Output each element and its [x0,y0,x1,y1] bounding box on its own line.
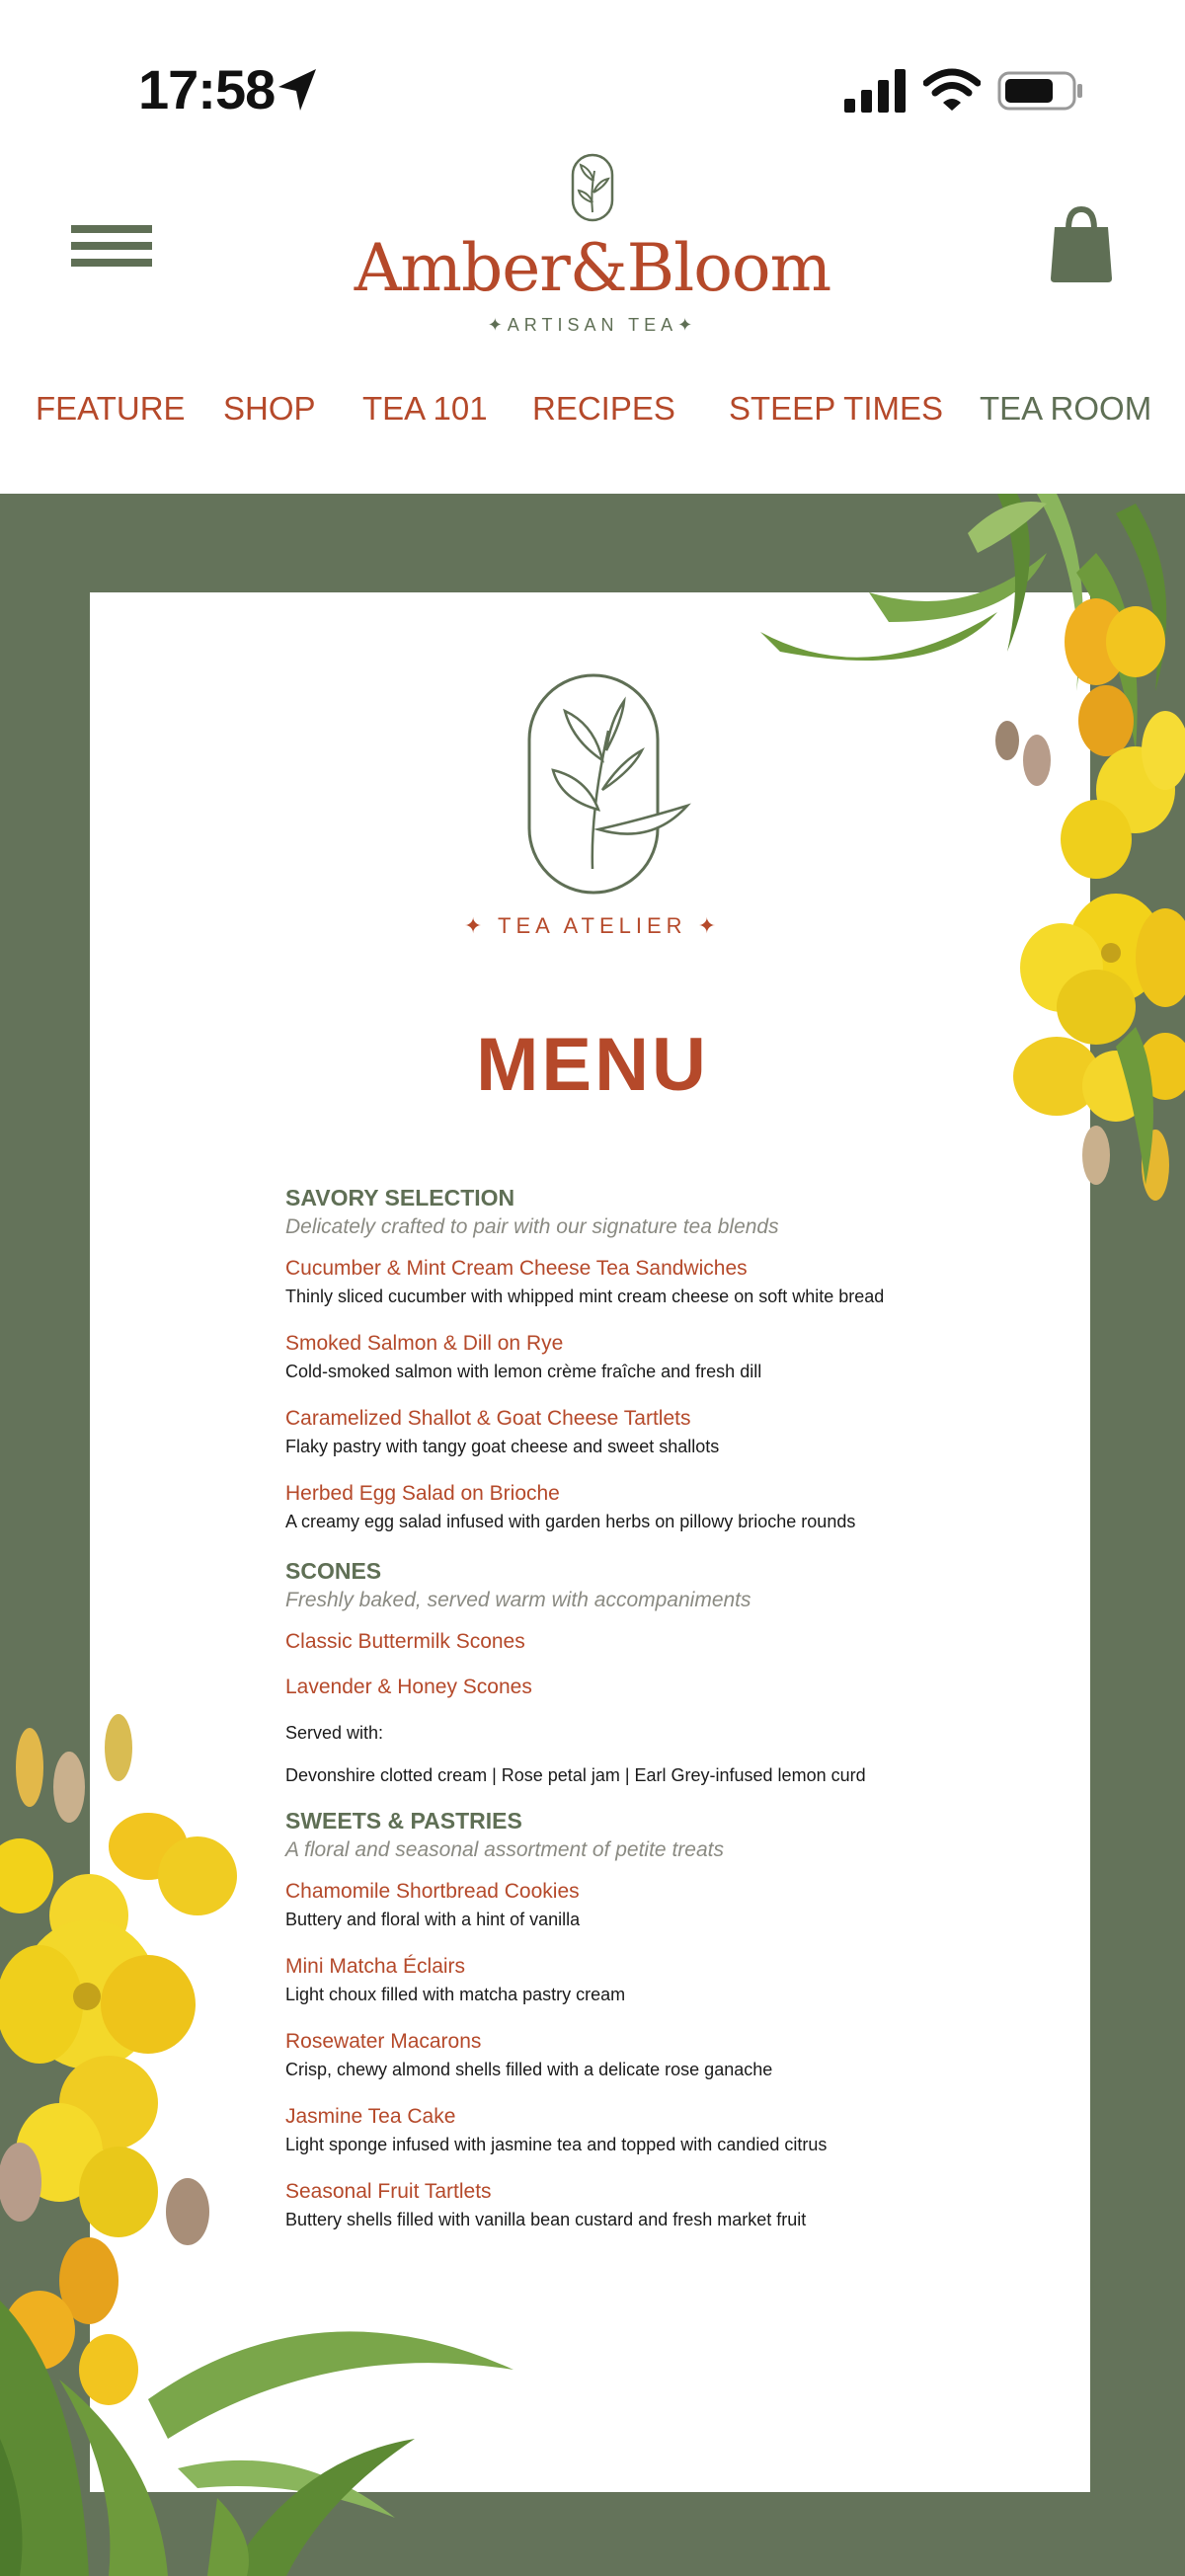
menu-item-name: Smoked Salmon & Dill on Rye [285,1332,564,1355]
menu-item-name: Classic Buttermilk Scones [285,1630,525,1653]
menu-item [285,1878,1036,1933]
status-time: 17:58 [138,58,276,120]
section-subtitle: Delicately crafted to pair with our signature tea blends [285,1215,779,1238]
menu-content [285,1182,1036,2253]
menu-item-desc: Light choux filled with matcha pastry cream [285,1985,626,2004]
menu-title: MENU [476,1023,709,1107]
status-bar [0,0,1185,148]
menu-item-name: Chamomile Shortbread Cookies [285,1880,580,1903]
menu-item-desc: Crisp, chewy almond shells filled with a delicate rose ganache [285,2060,773,2079]
menu-item-desc: Buttery and floral with a hint of vanilla [285,1910,581,1929]
menu-item-desc: Cold-smoked salmon with lemon crème fraîche and fresh dill [285,1362,762,1381]
menu-item-name: Cucumber & Mint Cream Cheese Tea Sandwiches [285,1257,748,1280]
menu-item [285,1405,1036,1460]
menu-item-name: Herbed Egg Salad on Brioche [285,1482,560,1505]
nav-shop[interactable]: SHOP [223,390,316,427]
menu-item-name: Mini Matcha Éclairs [285,1955,466,1978]
brand-logo[interactable] [346,153,839,341]
flower-decoration-top [721,494,1185,1224]
menu-item [285,1953,1036,2008]
section-subtitle: Freshly baked, served warm with accompaniments [285,1589,751,1611]
nav-recipes[interactable]: RECIPES [532,390,675,427]
nav-feature[interactable]: FEATURE [36,390,186,427]
accompaniments: Devonshire clotted cream | Rose petal jam | Earl Grey-infused lemon curd [285,1765,866,1785]
main-nav [0,390,1185,439]
wifi-icon [923,67,981,113]
menu-item [285,1255,1036,1310]
menu-item [285,1674,1036,1701]
emblem-tea-sprig-icon [514,671,691,898]
section-subtitle: A floral and seasonal assortment of petite treats [285,1838,724,1861]
menu-item-desc: A creamy egg salad infused with garden herbs on pillowy brioche rounds [285,1512,856,1531]
menu-item-desc: Thinly sliced cucumber with whipped mint cream cheese on soft white bread [285,1287,885,1306]
menu-item-name: Caramelized Shallot & Goat Cheese Tartlets [285,1407,691,1430]
shopping-bag-icon[interactable] [1049,205,1114,284]
nav-tea-101[interactable]: TEA 101 [362,390,488,427]
menu-item-desc: Light sponge infused with jasmine tea and topped with candied citrus [285,2135,828,2154]
section-title: SCONES [285,1558,382,1584]
menu-item-name: Lavender & Honey Scones [285,1676,532,1698]
menu-item [285,2028,1036,2083]
menu-item [285,1480,1036,1535]
menu-item-name: Seasonal Fruit Tartlets [285,2180,492,2203]
brand-name: Amber&Bloom [354,230,831,306]
tea-atelier-caption: ✦ TEA ATELIER ✦ [463,913,722,938]
signal-icon [844,69,908,113]
tea-sprig-icon [567,153,618,224]
menu-item [285,1628,1036,1656]
menu-item-desc: Buttery shells filled with vanilla bean custard and fresh market fruit [285,2210,807,2229]
menu-item [285,2103,1036,2158]
hamburger-menu-icon[interactable] [71,225,152,267]
battery-icon [997,71,1084,111]
section-title: SAVORY SELECTION [285,1185,515,1210]
menu-item-desc: Flaky pastry with tangy goat cheese and sweet shallots [285,1437,720,1456]
menu-item [285,1330,1036,1385]
served-with-label: Served with: [285,1723,384,1743]
section-title: SWEETS & PASTRIES [285,1808,522,1834]
brand-tagline: ✦ARTISAN TEA✦ [487,315,698,335]
location-arrow-icon [276,67,318,113]
menu-item-name: Rosewater Macarons [285,2030,482,2053]
menu-item-name: Jasmine Tea Cake [285,2105,456,2128]
nav-tea-room[interactable]: TEA ROOM [980,390,1152,427]
nav-steep-times[interactable]: STEEP TIMES [729,390,944,427]
menu-item [285,2178,1036,2233]
